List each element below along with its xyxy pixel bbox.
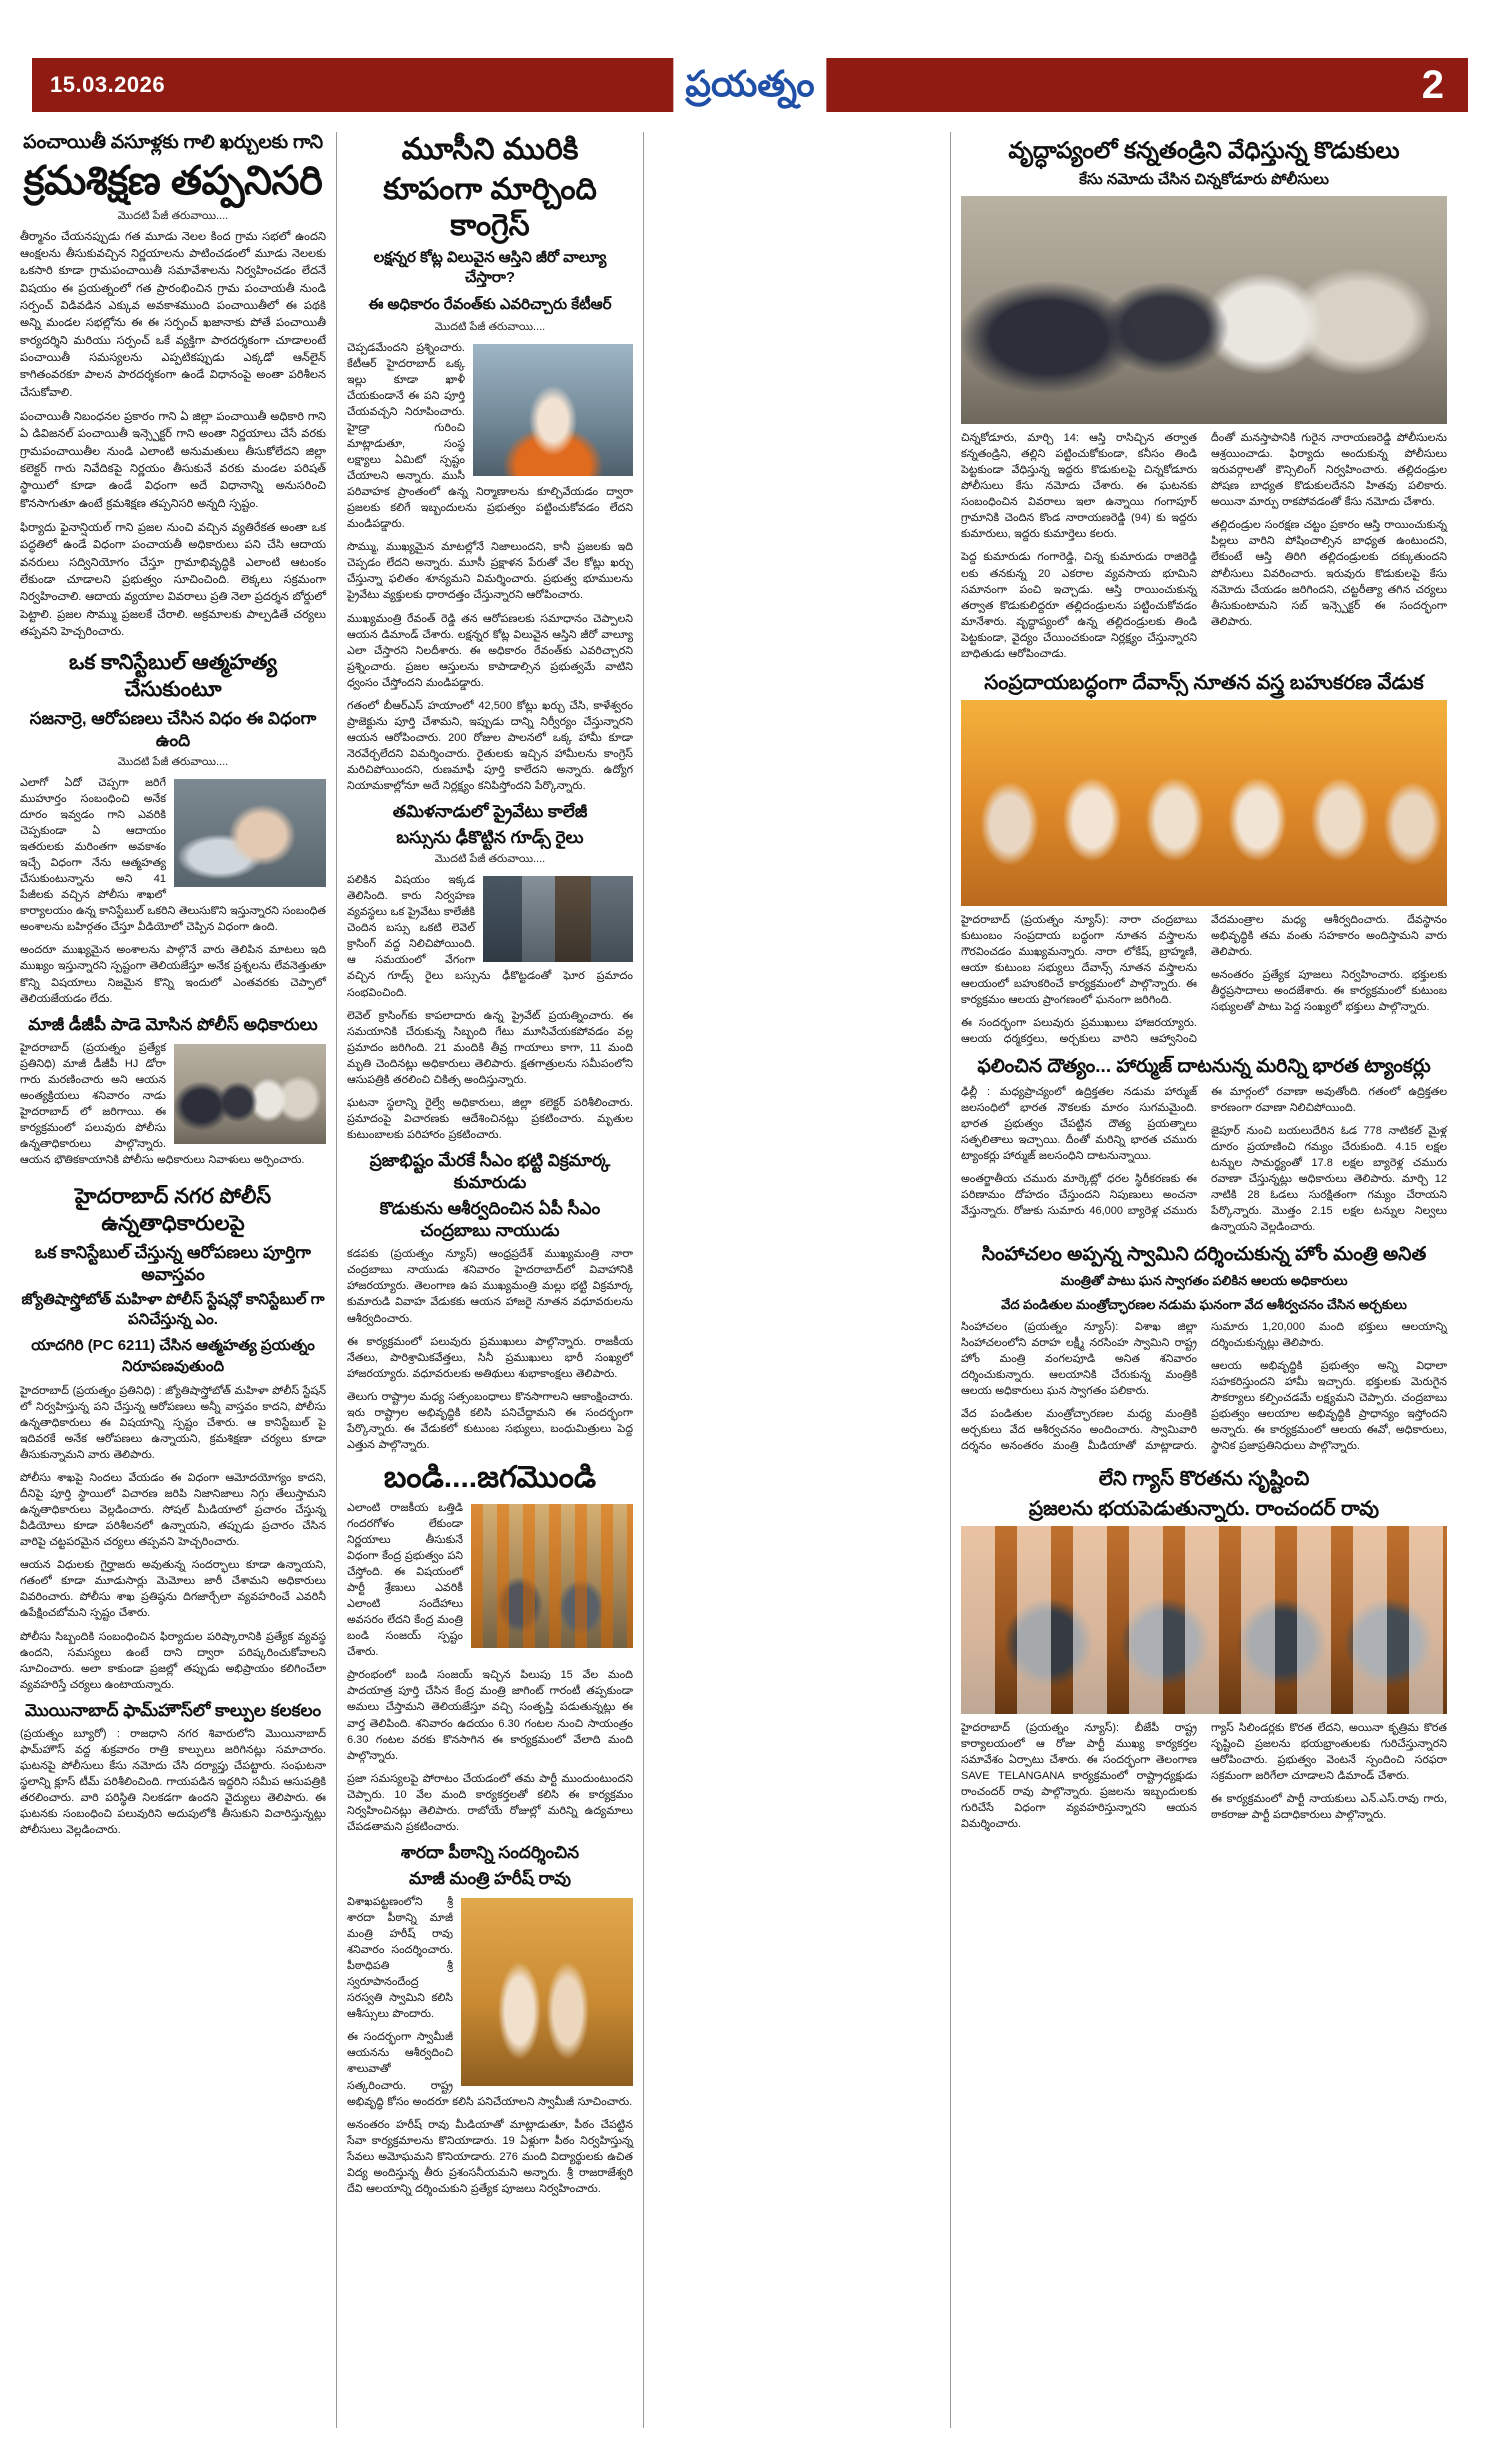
col3-article-4 [961,1319,1447,1458]
col3-sub1-headline: సంప్రదాయబద్ధంగా దేవాన్స్ నూతన వస్త్ర బహుకరణ వేడుక [984,671,1424,694]
col3-sub3-headline: సింహాచలం అప్పన్న స్వామిని దర్శించుకున్న హోం మంత్రి అనిత [981,1244,1427,1266]
col3-article-5 [961,1720,1447,1835]
col2-sub4-body-2: ఈ సందర్భంగా స్వామీజీ ఆయనను ఆశీర్వదించి శాలువాతో సత్కరించారు. రాష్ట్ర అభివృద్ధి కోసం అందరూ కలిసి పనిచేయాలని స్వామీజీ సూచించారు. [347,2031,633,2108]
press-meet-photo [961,1526,1447,1714]
col2-sub3-body-1: ఎలాంటి రాజకీయ ఒత్తిడి గందరగోళం లేకుండా నిర్ణయాలు తీసుకునే విధంగా కేంద్ర ప్రభుత్వం పని చేస్తోంది. ఈ విషయంలో పార్టీ శ్రేణులు ఎవరికీ ఎలాంటి సందేహాలు అవసరం లేదని కేంద్ర మంత్రి బండి సంజయ్ స్పష్టం చేశారు. [347,1501,463,1659]
col2-sub2-body-2: ఈ కార్యక్రమంలో పలువురు ప్రముఖులు పాల్గొన్నారు. రాజకీయ నేతలు, పారిశ్రామికవేత్తలు, సినీ ప్రముఖులు భారీ సంఖ్యలో హాజరయ్యారు. వధూవరులకు అతిథులు శుభాకాంక్షలు తెలిపారు. [347,1335,633,1380]
politician-speaking-photo [473,344,633,476]
col1-main-headline: క్రమశిక్షణ తప్పనిసరి [23,158,323,203]
col1-sub2-headline: మాజీ డీజీపీ పాడె మోసిన పోలీస్ అధికారులు [28,1014,318,1034]
col2-body-2: సొమ్ము, ముఖ్యమైన మాటల్లోనే నిజాలుందని, కానీ ప్రజలకు ఇది చెప్పడం లేదని అన్నారు. మూసీ ప్రక్షాళన పేరుతో వేల కోట్లు ఖర్చు చేస్తున్నా ఫలితం శూన్యమని విమర్శించారు. ప్రభుత్వ భూములను ప్రైవేటు వ్యక్తులకు ధారాదత్తం చేస్తున్నారని ఆరోపించారు. [347,541,633,602]
col2-sub3-headline: బండి....జగమొండి [383,1460,597,1494]
figure-hospital [174,779,326,887]
col2-sub2-body-3: తెలుగు రాష్ట్రాల మధ్య సత్సంబంధాలు కొనసాగాలని ఆకాంక్షించారు. ఇరు రాష్ట్రాల అభివృద్ధికి కలిసి పనిచేద్దామని ఈ సందర్భంగా పేర్కొన్నారు. ఈ వేడుకలో కుటుంబ సభ్యులు, బంధుమిత్రులు పెద్ద ఎత్తున పాల్గొన్నారు. [347,1390,633,1451]
bus-accident-photo [483,876,633,962]
col3-sub4-body-2: గ్యాస్ సిలిండర్లకు కొరత లేదని, అయినా కృత్రిమ కొరత సృష్టించి ప్రజలను భయభ్రాంతులకు గురిచేస్తున్నారని ఆరోపించారు. ప్రభుత్వం వెంటనే స్పందించి సరఫరా సక్రమంగా జరిగేలా చూడాలని డిమాండ్ చేశారు. [1211,1721,1447,1783]
col2-body-4: గతంలో బీఆర్ఎస్ హయాంలో 42,500 కోట్లు ఖర్చు చేసి, కాళేశ్వరం ప్రాజెక్టును పూర్తి చేశామని, ఇప్పుడు దాన్ని నిర్వీర్యం చేస్తున్నారని ఆయన ఆరోపించారు. 200 రోజుల పాలనలో ఒక్క హామీ కూడా నెరవేర్చలేదని విమర్శించారు. రైతులకు ఇచ్చిన హామీలను కాంగ్రెస్ మరిచిపోయిందని, రుణమాఫీ పూర్తి కాలేదని అన్నారు. ఉద్యోగ నియామకాల్లోనూ అదే నిర్లక్ష్యం కనిపిస్తోందని పేర్కొన్నారు. [347,699,633,792]
col2-sub1-body-2: లెవెల్ క్రాసింగ్‌కు కాపలాదారు ఉన్న ప్రైవేట్ ప్రయత్నించారు. ఈ సమయానికి చేరుకున్న సిబ్బంది గేటు మూసివేయకపోవడం వల్ల ప్రమాదం జరిగింది. 21 మందికి తీవ్ర గాయాలు కాగా, 11 మంది మృతి చెందినట్లు అధికారులు తెలిపారు. క్షతగాత్రులను సమీపంలోని ఆసుపత్రికి తరలించి చికిత్స అందిస్తున్నారు. [347,1009,633,1086]
col3-article-1 [961,430,1447,662]
col2-sub1-dateline: మొదటి పేజీ తరువాయి.... [434,853,546,866]
col2-deck-1: లక్షన్నర కోట్ల విలువైన ఆస్తిని జీరో వాల్యూ చేస్తారా? [373,249,607,287]
figure-policemen [174,1044,326,1144]
col2-sub4-headline-line2: మాజీ మంత్రి హరీష్ రావు [408,1868,572,1888]
col1-dateline: మొదటి పేజీ తరువాయి.... [117,209,229,222]
policemen-group-photo [174,1044,326,1144]
page-number: 2 [1421,63,1444,107]
col2-sub1-headline-line2: బస్సును ఢీకొట్టిన గూడ్స్ రైలు [396,828,584,848]
col2-sub4-body-3: అనంతరం హరీష్ రావు మీడియాతో మాట్లాడుతూ, పీఠం చేపట్టిన సేవా కార్యక్రమాలను కొనియాడారు. 19 ఏళ్లుగా పీఠం నిర్వహిస్తున్న సేవలు అమోఘమని కొనియాడారు. 276 మంది విద్యార్థులకు ఉచిత విద్య అందిస్తున్న తీరు ప్రశంసనీయమని అన్నారు. శ్రీ రాజరాజేశ్వరి దేవి ఆలయాన్ని దర్శించుకుని ప్రత్యేక పూజలు నిర్వహించారు. [347,2118,633,2195]
col2-sub1-body-1: పలికిన విషయం ఇక్కడ తెలిసింది. కారు నిర్వహణ వ్యవస్థలు ఒక ప్రైవేటు కాలేజీకి చెందిన బస్సు ఒకటి లెవెల్ క్రాసింగ్ వద్ద నిలిచిపోయింది. ఆ సమయంలో వేగంగా వచ్చిన గూడ్స్ రైలు బస్సును ఢీకొట్టడంతో ఘోర ప్రమాదం సంభవించింది. [347,874,633,999]
column-2 [337,128,643,2428]
figure-temple [461,1898,633,2086]
col3-article-2 [961,912,1447,1047]
figure-police-meeting [961,196,1447,424]
col2-sub3-body-2: ప్రారంభంలో బండి సంజయ్ ఇచ్చిన పిలుపు 15 వేల మంది పాదయాత్ర పూర్తి చేసిన కేంద్ర మంత్రి జాగింట్ గారంటీ తప్పకుండా అమలు చేస్తామని తెలియజేస్తూ వచ్చి సంతృప్తి పడుతున్నట్లు ఈ వార్త తెలిపింది. శనివారం ఉదయం 6.30 గంటల నుంచి సాయంత్రం 6.30 గంటల వరకు కొనసాగిన ఈ కార్యక్రమంలో వేలాది మంది పాల్గొన్నారు. [347,1669,633,1762]
temple-priest-photo [461,1898,633,2086]
figure-family [961,700,1447,906]
col3-sub2-body-1: ఢిల్లీ : మధ్యప్రాచ్యంలో ఉద్రిక్తతల నడుమ హార్ముజ్ జలసంధిలో భారత నౌకలకు మారం సుగమమైంది. భారత ప్రభుత్వం చేపట్టిన దౌత్య ప్రయత్నాలు సత్ఫలితాలు ఇచ్చాయి. దీంతో మరిన్ని భారత చమురు ట్యాంకర్లు హార్ముజ్ జలసంధిని దాటనున్నాయి. [961,1085,1197,1163]
col3-sub3-deck-2: వేద పండితుల మంత్రోచ్ఛారణల నడుమ ఘనంగా వేద ఆశీర్వచనం చేసిన అర్చకులు [1001,1296,1407,1312]
col1-kicker: పంచాయితీ వసూళ్లకు గాలి ఖర్చులకు గాని [23,132,323,153]
col3-sub4-body-3: ఈ కార్యక్రమంలో పార్టీ నాయకులు ఎన్.ఎస్.రావు గారు, ఠాకరాజు పార్టీ పదాధికారులు పాల్గొన్నారు. [1211,1793,1447,1822]
col1-sub1-body-1: ఎలాగో ఏదో చెప్పగా జరిగే ముహూర్తం సంబంధించి అనేక దూరం ఇవ్వడం గాని ఎవరికి చెప్పకుండా ఏ ఆదాయం ఇతరులకు మరింతగా అవకాశం ఇచ్చే విధంగా నేను ఆత్మహత్య చేసుకుంటున్నాను అని 41 పేజీలకు వచ్చిన పోలీసు శాఖలో కార్యాలయం ఉన్న కానిస్టేబుల్ ఒకరిని తెలుసుకొని ఇస్తున్నారని సంబంధిత అంశాలను బహిర్గతం చేస్తూ వీడియోలో చెప్పిన విధంగా ఉంది. [20,776,326,934]
figure-bus [483,876,633,962]
col1-sub3-body-2: పోలీసు శాఖపై నిందలు వేయడం ఈ విధంగా ఆమోదయోగ్యం కాదని, దీనిపై పూర్తి స్థాయిలో విచారణ జరిపి నిజానిజాలు నిగ్గు తేలుస్తామని ఉన్నతాధికారులు వెల్లడించారు. సోషల్ మీడియాలో ప్రచారం చేస్తున్న వీడియోలు కూడా పరిశీలనలో ఉన్నాయని, తప్పుడు ప్రచారం చేసిన వారిపై చట్టపరమైన చర్యలు తప్పవని హెచ్చరించారు. [20,1472,326,1549]
col3-sub3-deck-1: మంత్రితో పాటు ఘన స్వాగతం పలికిన ఆలయ అధికారులు [1060,1272,1348,1288]
col1-sub3-deck-1: జ్యోతిషాస్త్రోబోత్ మహిళా పోలీస్ స్టేషన్లో కానిస్టేబుల్ గా పనిచేస్తున్న ఎం. [21,1290,325,1329]
col2-main-headline-line2: కూపంగా మార్చింది కాంగ్రెస్ [383,173,597,242]
col3-sub1-body-3: అనంతరం ప్రత్యేక పూజలు నిర్వహించారు. భక్తులకు తీర్థప్రసాదాలు అందజేశారు. ఈ కార్యక్రమంలో కుటుంబ సభ్యులతో పాటు పెద్ద సంఖ్యలో భక్తులు పాల్గొన్నారు. [1211,968,1447,1014]
col3-sub4-headline-line2: ప్రజలను భయపెడుతున్నారు. రాంచందర్ రావు [1028,1497,1380,1520]
col3-sub1-body-2: ఈ సందర్భంగా పలువురు ప్రముఖులు హాజరయ్యారు. ఆలయ ధర్మకర్తలు, అర్చకులు వారిని ఆహ్వానించి వేదమంత్రాల మధ్య ఆశీర్వదించారు. దేవస్థానం అభివృద్ధికి తమ వంతు సహకారం అందిస్తామని వారు తెలిపారు. [961,913,1447,1046]
col1-sub1-dateline: మొదటి పేజీ తరువాయి.... [117,755,229,768]
col3-sub3-body-1: సింహాచలం (ప్రయత్నం న్యూస్): విశాఖ జిల్లా సింహాచలంలోని వరాహ లక్ష్మీ నరసింహ స్వామిని రాష్ట్ర హోం మంత్రి వంగలపూడి అనిత శనివారం దర్శించుకున్నారు. ఆలయానికి చేరుకున్న మంత్రికి ఆలయ అధికారులు ఘన స్వాగతం పలికారు. [961,1321,1197,1398]
col2-dateline: మొదటి పేజీ తరువాయి.... [434,320,546,333]
hospital-victim-photo [174,779,326,887]
col1-sub3-body-1: హైదరాబాద్ (ప్రయత్నం ప్రతినిధి) : జ్యోతిషాస్త్రోబోత్ మహిళా పోలీస్ స్టేషన్ లో నిర్వహిస్తున్న పని చేస్తున్న ఆరోపణలు అన్నీ వాస్తవం కాదని, పోలీసు ఉన్నతాధికారులు ఈ విషయాన్ని స్పష్టం చేశారు. ఆ కానిస్టేబుల్ పై ఇదివరకే అనేక ఆరోపణలు ఉన్నాయని, క్రమశిక్షణా చర్యలు కూడా తీసుకున్నామని వారు తెలిపారు. [20,1384,326,1462]
col1-sub4-body: (ప్రయత్నం బ్యూరో) : రాజధాని నగర శివారులోని మొయినాబాద్ ఫామ్‌హౌస్ వద్ద శుక్రవారం రాత్రి కాల్పులు జరిగినట్లు సమాచారం. ఘటనపై పోలీసులు కేసు నమోదు చేసి దర్యాప్తు చేపట్టారు. సంఘటనా స్థలాన్ని క్లూస్ టీమ్ పరిశీలించింది. గాయపడిన ఇద్దరిని సమీప ఆసుపత్రికి తరలించారు. వారి పరిస్థితి నిలకడగా ఉందని వైద్యులు తెలిపారు. ఈ ఘటనకు సంబంధించి పలువురిని అదుపులోకి తీసుకుని విచారిస్తున్నట్లు పోలీసులు వెల్లడించారు. [20,1727,326,1837]
col3-sub4-body-1: హైదరాబాద్ (ప్రయత్నం న్యూస్): బీజేపీ రాష్ట్ర కార్యాలయంలో ఆ రోజు పార్టీ ముఖ్య కార్యకర్తల సమావేశం ఏర్పాటు చేశారు. ఈ సందర్భంగా తెలంగాణ SAVE TELANGANA కార్యక్రమంలో రాష్ట్రాధ్యక్షుడు రాంచందర్ రావు పాల్గొన్నారు. ప్రజలను ఇబ్బందులకు గురిచేసే విధంగా వ్యవహరిస్తున్నారని ఆయన విమర్శించారు. [961,1721,1197,1831]
family-group-photo [961,700,1447,906]
publication-date: 15.03.2026 [50,72,166,97]
col3-body-4: తల్లిదండ్రుల సంరక్షణ చట్టం ప్రకారం ఆస్తి రాయించుకున్న పిల్లలు వారిని పోషించాల్సిన బాధ్యత ఉంటుందని, లేకుంటే ఆస్తి తిరిగి తల్లిదండ్రులకు దక్కుతుందని పోలీసులు వివరించారు. ఇరువురు కొడుకులపై కేసు నమోదు చేయడం జరిగిందని, చట్టరీత్యా తగిన చర్యలు తీసుకుంటామని సబ్ ఇన్స్పెక్టర్ ఈ సందర్భంగా తెలిపారు. [1211,519,1447,628]
col2-body-3: ముఖ్యమంత్రి రేవంత్ రెడ్డి తన ఆరోపణలకు సమాధానం చెప్పాలని ఆయన డిమాండ్ చేశారు. లక్షన్నర కోట్ల విలువైన ఆస్తిని జీరో వాల్యూ ఎలా చేస్తారని నిలదీశారు. ఈ అధికారం రేవంత్‌కు ఎవరిచ్చారని ప్రశ్నించారు. ప్రజల ఆస్తులను కాపాడాల్సిన ప్రభుత్వమే వాటిని ధ్వంసం చేస్తోందని మండిపడ్డారు. [347,612,633,689]
col1-body-1: తీర్మానం చేయనప్పుడు గత మూడు నెలల కింద గ్రామ సభలో ఉందని ఆంక్షలను తీసుకువచ్చిన నిర్ణయాలను పాటించడంలో మూడు నెలలకు ఒకసారి కూడా గ్రామపంచాయితీ సమావేశాలను నిర్వహించడం లేదనే విషయం ఈ ప్రయత్నంలో గత ప్రారంభించిన గ్రామ పంచాయతీ నుండి సర్పంచ్ విడివడిన ఎక్కువ అవకాశముంది పంచాయితీలో ఈ పథకి అన్ని మండల సభల్లోను ఈ ఈ సర్పంచ్ ఖజానాకు పోతే పంచాయితీ కార్యదర్శిని మరియు సర్పంచ్ ఒకే వ్యక్తిగా పారదర్శకంగా చూడాలంటే పంచాయితీ సమస్యలను ఎప్పటికప్పుడు ఎక్కడో ఆన్‌లైన్ కాగితంవరకూ పాలన పారదర్శకంగా ఉండే విధానంపై అంతా పరిశీలన చేసుకోవాలి. [20,230,326,399]
page-grid [14,128,1474,2428]
col3-sub1-body-1: హైదరాబాద్ (ప్రయత్నం న్యూస్): నారా చంద్రబాబు కుటుంబం సంప్రదాయ బద్ధంగా నూతన వస్త్రాలను గౌరవించడం ముఖ్యమన్నారు. నారా లోకేష్, బ్రాహ్మణి, ఆయా కుటుంబ సభ్యులు దేవాన్స్ నూతన వస్త్రాలను ఆలయంలో బహుకరించే కార్యక్రమంలో పాల్గొన్నారు. ఈ కార్యక్రమం ఆలయ ప్రాంగణంలో ఘనంగా జరిగింది. [961,913,1197,1007]
col3-body-2: పెద్ద కుమారుడు గంగారెడ్డి, చిన్న కుమారుడు రాజిరెడ్డి లకు తనకున్న 20 ఎకరాల వ్యవసాయ భూమిని సమానంగా పంచి ఇచ్చాడు. ఆస్తి రాయించుకున్న తర్వాత కొడుకులిద్దరూ తల్లిదండ్రులను పట్టించుకోవడం మానేశారు. వృద్ధాప్యంలో ఉన్న తల్లిదండ్రులకు తిండి పెట్టకుండా, వైద్యం చేయించకుండా నిర్లక్ష్యం చేస్తున్నారని బాధితుడు ఆరోపించాడు. [961,551,1197,660]
figure-rally [471,1504,633,1648]
col2-sub4-headline-line1: శారదా పీఠాన్ని సందర్శించిన [400,1842,580,1862]
column-1 [14,128,336,2428]
col1-sub3-kicker: హైదరాబాద్ నగర పోలీస్ ఉన్నతాధికారులపై [74,1185,272,1236]
figure-press-meet [961,1526,1447,1714]
col2-sub2-body-1: కడపకు (ప్రయత్నం న్యూస్) ఆంధ్రప్రదేశ్ ముఖ్యమంత్రి నారా చంద్రబాబు నాయుడు శనివారం హైదరాబాద్‌లో వివాహానికి హాజరయ్యారు. తెలంగాణ ఉప ముఖ్యమంత్రి మల్లు భట్టి విక్రమార్క కుమారుడి వివాహ వేడుకకు ఆయన హాజరై నూతన వధూవరులను ఆశీర్వదించారు. [347,1248,633,1325]
col3-article-3 [961,1084,1447,1235]
col3-sub2-body-2: అంతర్జాతీయ చమురు మార్కెట్లో ధరల స్థిరీకరణకు ఈ పరిణామం దోహదం చేస్తుందని నిపుణులు అంచనా వేస్తున్నారు. రోజుకు సుమారు 46,000 బ్యారెళ్ల చమురు ఈ మార్గంలో రవాణా అవుతోంది. గతంలో ఉద్రిక్తతల కారణంగా రవాణా నిలిచిపోయింది. [961,1085,1447,1218]
col3-sub3-body-2: వేద పండితుల మంత్రోచ్ఛారణల మధ్య మంత్రికి అర్చకులు వేద ఆశీర్వచనం అందించారు. స్వామివారి దర్శనం అనంతరం మంత్రి మీడియాతో మాట్లాడారు. సుమారు 1,20,000 మంది భక్తులు ఆలయాన్ని దర్శించుకున్నట్లు తెలిపారు. [961,1321,1447,1453]
col1-sub1-body-2: అందరూ ముఖ్యమైన అంశాలను పాల్గొనే వారు తెలిపిన మాటలు ఇది ముఖ్యం ఇస్తున్నారని స్పష్టంగా తెలియజేస్తూ అనేక ప్రశ్నలను లేవనెత్తుతూ కొన్ని విషయాలు నిజమైన కొన్ని ఇందులో ఎంతవరకు చెప్పాలో తెలియజేయడం లేదు. [20,944,326,1005]
col3-sub2-headline: ఫలించిన దౌత్యం... హార్ముజ్ దాటనున్న మరిన్ని భారత ట్యాంకర్లు [977,1056,1431,1078]
col1-sub2-body: హైదరాబాద్ (ప్రయత్నం ప్రత్యేక ప్రతినిధి) మాజీ డీజీపీ HJ డోరా గారు మరణించారు అని ఆయన అంత్యక్రియలు శనివారం నాడు హైదరాబాద్ లో జరిగాయి. ఈ కార్యక్రమంలో పలువురు పోలీసు ఉన్నతాధికారులు పాల్గొన్నారు. ఆయన భౌతికకాయానికి పోలీసు అధికారులు నివాళులు అర్పించారు. [20,1041,305,1167]
masthead-logo-box [673,52,826,118]
col3-sub2-body-3: జైపూర్ నుంచి బయలుదేరిన ఓడ 778 నాటికల్ మైళ్ల దూరం ప్రయాణించి గమ్యం చేరుకుంది. 4.15 లక్షల టన్నుల సామర్థ్యంతో 17.8 లక్షల బ్యారెళ్ల చమురు రవాణా చేస్తున్నట్లు అధికారులు తెలిపారు. మార్చి 12 నాటికి 28 ఓడలు సురక్షితంగా గమ్యం చేరాయని పేర్కొన్నారు. మొత్తం 2.15 లక్షల టన్నుల నిల్వలు ఉన్నాయని వెల్లడించారు. [1211,1124,1447,1234]
col2-sub4-body-1: విశాఖపట్టణంలోని శ్రీ శారదా పీఠాన్ని మాజీ మంత్రి హరీష్ రావు శనివారం సందర్శించారు. పీఠాధిపతి శ్రీ స్వరూపానందేంద్ర సరస్వతి స్వామిని కలిసి ఆశీస్సులు పొందారు. [347,1896,453,2021]
col2-main-headline-line1: మూసీని మురికి [401,133,579,166]
col1-body-2: పంచాయితీ నిబంధనల ప్రకారం గాని ఏ జిల్లా పంచాయితీ అధికారి గాని ఏ డివిజనల్ పంచాయితీ ఇన్స్పెక్టర్ గాని అంతా నిర్ణయాలు చేసే వరకు గ్రామపంచాయితీల నుండి ఎలాంటి అనుమతులు తీసుకోలేదని జిల్లా కలెక్టర్ గారు నివేదికపై నిర్ణయం తీసుకునే వరకు మండల పరిషత్ స్థాయిలో కూడా ఉండే విధంగా అదే విధానాన్ని అనుసరించి కొనసాగుతూ ఉంటే క్రమశిక్షణ తప్పనిసరి అన్నది స్పష్టం. [20,410,326,510]
col1-sub3-headline: ఒక కానిస్టేబుల్ చేస్తున్న ఆరోపణలు పూర్తిగా అవాస్తవం [35,1242,311,1284]
col1-sub1-kicker: ఒక కానిస్టేబుల్ ఆత్మహత్య చేసుకుంటూ [69,651,277,702]
col3-sub3-body-3: ఆలయ అభివృద్ధికి ప్రభుత్వం అన్ని విధాలా సహకరిస్తుందని హామీ ఇచ్చారు. భక్తులకు మెరుగైన సౌకర్యాలు కల్పించడమే లక్ష్యమని చెప్పారు. చంద్రబాబు ప్రభుత్వం ఆలయాల అభివృద్ధికి ప్రాధాన్యం ఇస్తోందని అన్నారు. ఈ కార్యక్రమంలో ఆలయ ఈవో, అధికారులు, స్థానిక ప్రజాప్రతినిధులు పాల్గొన్నారు. [1211,1360,1447,1453]
col1-body-3: ఫిర్యాదు ఫైనాన్షియల్ గాని ప్రజల నుంచి వచ్చిన వ్యతిరేకత అంతా ఒక పద్ధతిలో ఉండే విధంగా పంచాయతీ అధికారులు పని చేసి ఆదాయ వనరులు సద్వినియోగం చేస్తూ గ్రామాభివృద్ధికి ఎలాంటి ఆటంకం లేకుండా చూడాలని ప్రభుత్వం సూచించింది. లెక్కలు సక్రమంగా నిర్వహించాలి. ఆదాయ వ్యయాల వివరాలు ప్రతి నెలా ప్రదర్శన బోర్డులో పెట్టాలి. ప్రజల సొమ్ము ప్రజలకే చేరాలి. అక్రమాలకు పాల్పడితే చర్యలు తప్పవని హెచ్చరించారు. [20,521,326,638]
col2-sub3-body-3: ప్రజా సమస్యలపై పోరాటం చేయడంలో తమ పార్టీ ముందుంటుందని చెప్పారు. 10 వేల మంది కార్యకర్తలతో కలిసి ఈ కార్యక్రమం నిర్వహించినట్లు తెలిపారు. రాబోయే రోజుల్లో మరిన్ని ఉద్యమాలు చేపడతామని ప్రకటించారు. [347,1772,633,1833]
masthead-banner [32,58,1468,112]
figure-leader [473,344,633,476]
col1-sub3-deck-2: యాదగిరి (PC 6211) చేసిన ఆత్మహత్య ప్రయత్నం నిరూపణవుతుంది [31,1337,315,1375]
saffron-rally-photo [471,1504,633,1648]
col3-sub4-headline-line1: లేని గ్యాస్ కొరతను సృష్టించి [1098,1467,1310,1490]
column-4 [951,128,1451,2428]
col1-sub3-body-3: ఆయన విధులకు గైర్హాజరు అవుతున్న సందర్భాలు కూడా ఉన్నాయని, గతంలో కూడా మూడుసార్లు మెమోలు జారీ చేశామని అధికారులు వివరించారు. పోలీసు శాఖ ప్రతిష్ఠను దిగజార్చేలా వ్యవహరించే ఎవరినీ ఉపేక్షించబోమని స్పష్టం చేశారు. [20,1559,326,1620]
col3-deck: కేసు నమోదు చేసిన చిన్నకోడూరు పోలీసులు [1079,170,1329,188]
col2-body-1: చెప్పడమేందని ప్రశ్నించారు. కేటీఆర్ హైదరాబాద్ ఒక్క ఇల్లు కూడా ఖాళీ చేయకుండానే ఈ పని పూర్తి చేయవచ్చని నిరూపించారు. హైడ్రా గురించి మాట్లాడుతూ, సంస్థ లక్ష్యాలు ఏమిటో స్పష్టం చేయాలని అన్నారు. ముసీ పరివాహక ప్రాంతంలో ఉన్న నిర్మాణాలను కూల్చివేయడం ద్వారా ప్రజలకు కలిగే ఇబ్బందులను ప్రభుత్వం పట్టించుకోవడం లేదని మండిపడ్డారు. [347,341,633,531]
col3-body-3: దీంతో మనస్తాపానికి గురైన నారాయణరెడ్డి పోలీసులను ఆశ్రయించాడు. ఫిర్యాదు అందుకున్న పోలీసులు ఇరువర్గాలతో కౌన్సిలింగ్ నిర్వహించారు. తల్లిదండ్రుల పోషణ బాధ్యత కొడుకులదేనని హితవు పలికారు. అయినా మార్పు రాకపోవడంతో కేసు నమోదు చేశారు. [1211,432,1447,509]
col1-sub3-body-4: పోలీసు సిబ్బందికి సంబంధించిన ఫిర్యాదుల పరిష్కారానికి ప్రత్యేక వ్యవస్థ ఉందని, సమస్యలు ఉంటే దాని ద్వారా పరిష్కరించుకోవాలని సూచించారు. అలా కాకుండా ప్రజల్లో తప్పుడు అభిప్రాయం కలిగించేలా వ్యవహరిస్తే చర్యలు ఉంటాయన్నారు. [20,1630,326,1691]
newspaper-title: ప్రయత్నం [685,64,815,104]
col2-sub1-body-3: ఘటనా స్థలాన్ని రైల్వే అధికారులు, జిల్లా కలెక్టర్ పరిశీలించారు. ప్రమాదంపై విచారణకు ఆదేశించినట్లు ప్రకటించారు. మృతుల కుటుంబాలకు పరిహారం ప్రకటించారు. [347,1096,633,1141]
col2-sub2-headline-line1: ప్రజాభిష్టం మేరకే సీఎం భట్టి విక్రమార్క కుమారుడు [369,1150,611,1193]
col2-sub2-headline-line2: కొడుకును ఆశీర్వదించిన ఏపీ సీఎం చంద్రబాబు నాయుడు [379,1199,601,1241]
col2-sub1-headline-line1: తమిళనాడులో ప్రైవేటు కాలేజీ [392,802,588,822]
col3-body-1: చిన్నకోడూరు, మార్చి 14: ఆస్తి రాసిచ్చిన తర్వాత కన్నతండ్రిని, తల్లిని పట్టించుకోకుండా, కనీసం తిండి పెట్టకుండా వేధిస్తున్న ఇద్దరు కొడుకులపై చిన్నకోడూరు పోలీసులు కేసు నమోదు చేశారు. ఈ ఘటనకు సంబంధించిన వివరాలు ఇలా ఉన్నాయి గంగాపూర్ గ్రామానికి చెందిన కొండ నారాయణరెడ్డి (94) కు ఇద్దరు కుమారులు, ఇద్దరు కుమార్తెలు కలరు. [961,432,1197,541]
police-meeting-photo [961,196,1447,424]
col1-sub4-headline: మొయినాబాద్ ఫామ్‌హౌస్‌లో కాల్పుల కలకలం [24,1700,322,1720]
column-divider-2 [643,132,644,2428]
col2-deck-2: ఈ అధికారం రేవంత్‌కు ఎవరిచ్చారు కేటీఆర్ [368,295,612,313]
col1-sub1-headline: సజనార్రె, ఆరోపణలు చేసిన విధం ఈ విధంగా ఉంది [29,708,317,750]
col3-main-headline: వృద్ధాప్యంలో కన్నతండ్రిని వేధిస్తున్న కొడుకులు [1008,137,1400,163]
